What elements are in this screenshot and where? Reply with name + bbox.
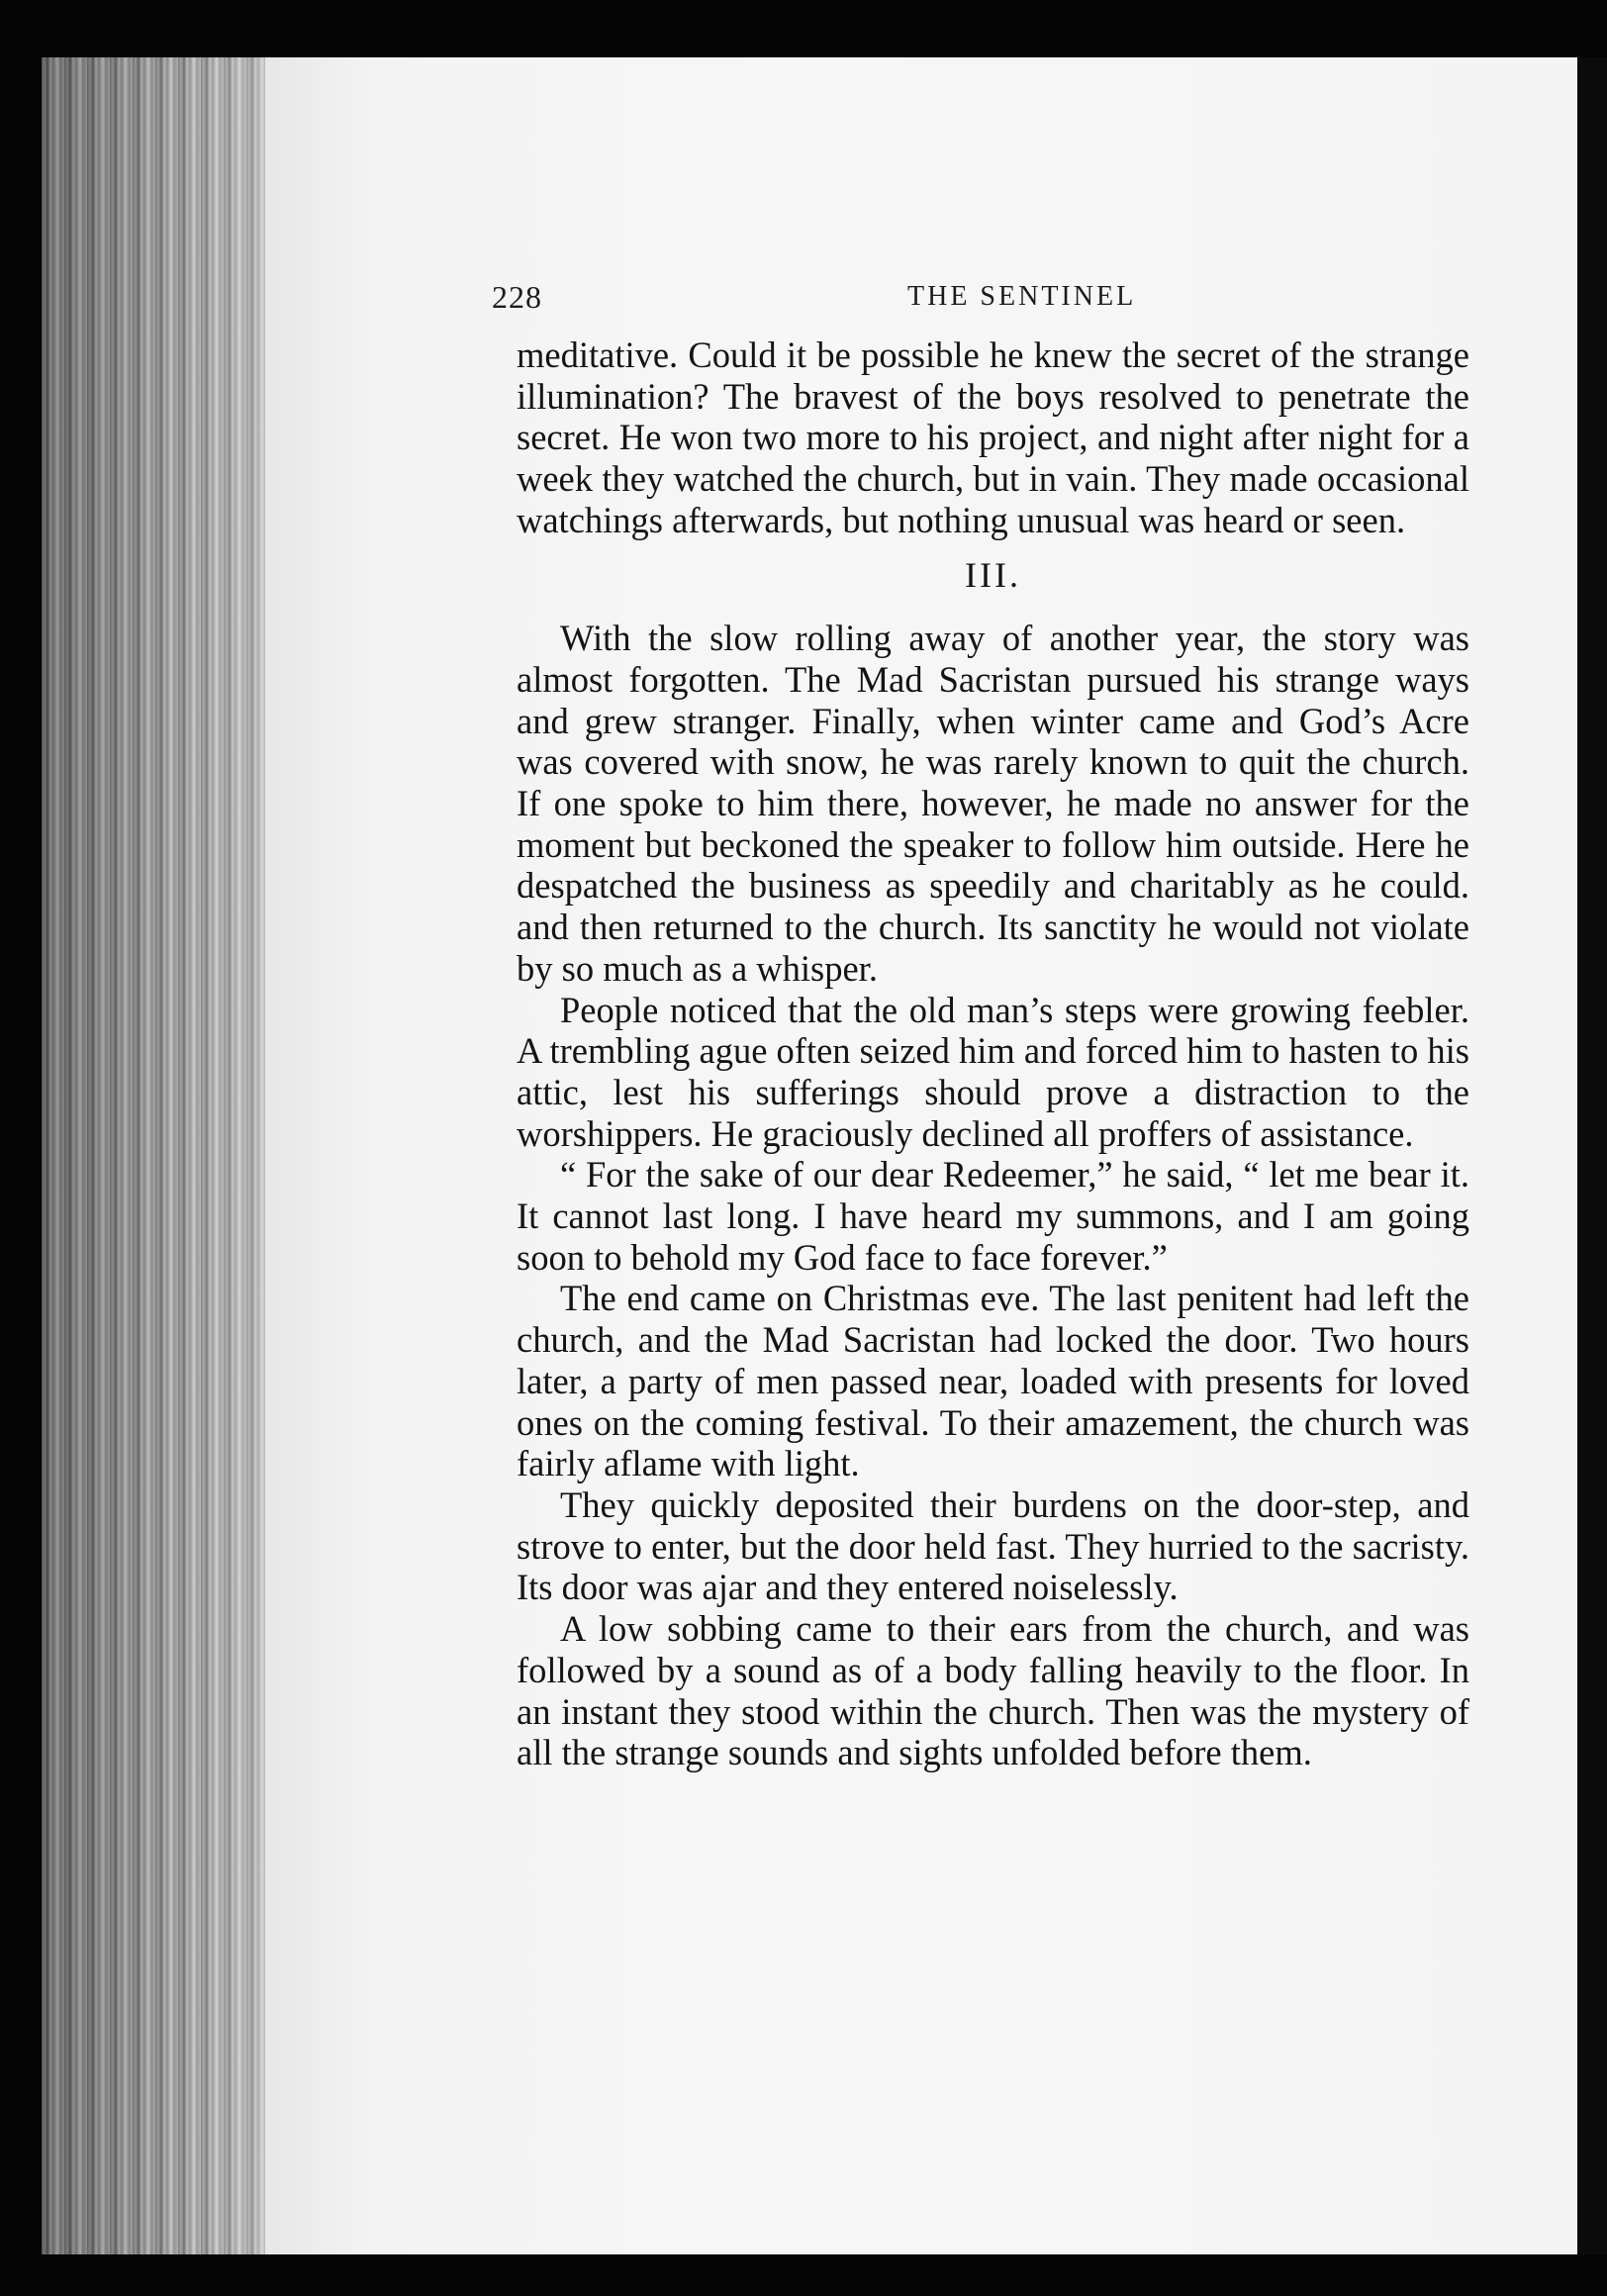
paragraph: “ For the sake of our dear Redeemer,” he said, “ let me bear it. It cannot last long. I have heard my summons, and I am going soon to behold my God face to face forever.”: [517, 1154, 1469, 1278]
page-edges: [42, 57, 265, 2254]
paragraph: With the slow rolling away of another year, the story was almost forgotten. The Mad Sacristan pursued his strange ways and grew stranger. Finally, when winter came and God’s Acre was covered with snow, he was rarely known to quit the church. If one spoke to him there, however, he made no answer for the moment but beckoned the speaker to follow him outside. Here he despatched the business as speedily and charitably as he could. and then returned to the church. Its sanctity he would not violate by so much as a whisper.: [517, 618, 1469, 989]
facing-page-edge: [1577, 57, 1607, 2254]
page-number: 228: [492, 279, 542, 315]
paragraph-continuation: meditative. Could it be possible he knew the secret of the strange illumination? The bravest of the boys resolved to penetrate the secret. He won two more to his project, and night after night for a week they watched the church, but in vain. They made occasional watchings afterwards, but nothing unusual was heard or seen.: [517, 335, 1469, 540]
paragraph: A low sobbing came to their ears from the church, and was followed by a sound as of a body falling heavily to the floor. In an instant they stood within the church. Then was the mystery of all the strange sounds and sights unfolded before them.: [517, 1608, 1469, 1773]
running-title: THE SENTINEL: [907, 281, 1137, 312]
paragraph: The end came on Christmas eve. The last penitent had left the church, and the Mad Sacristan had locked the door. Two hours later, a party of men passed near, loaded with presents for loved ones on the coming festival. To their amazement, the church was fairly aflame with light.: [517, 1278, 1469, 1484]
paragraph: They quickly deposited their burdens on the door-step, and strove to enter, but the door held fast. They hurried to the sacristy. Its door was ajar and they entered noiselessly.: [517, 1483, 1469, 1608]
section-heading: III.: [965, 554, 1021, 595]
paragraph: People noticed that the old man’s steps were growing feebler. A trembling ague often seized him and forced him to hasten to his attic, lest his sufferings should prove a distraction to the worshippers. He graciously declined all proffers of assistance.: [517, 989, 1469, 1154]
body-text: [517, 335, 1469, 1773]
